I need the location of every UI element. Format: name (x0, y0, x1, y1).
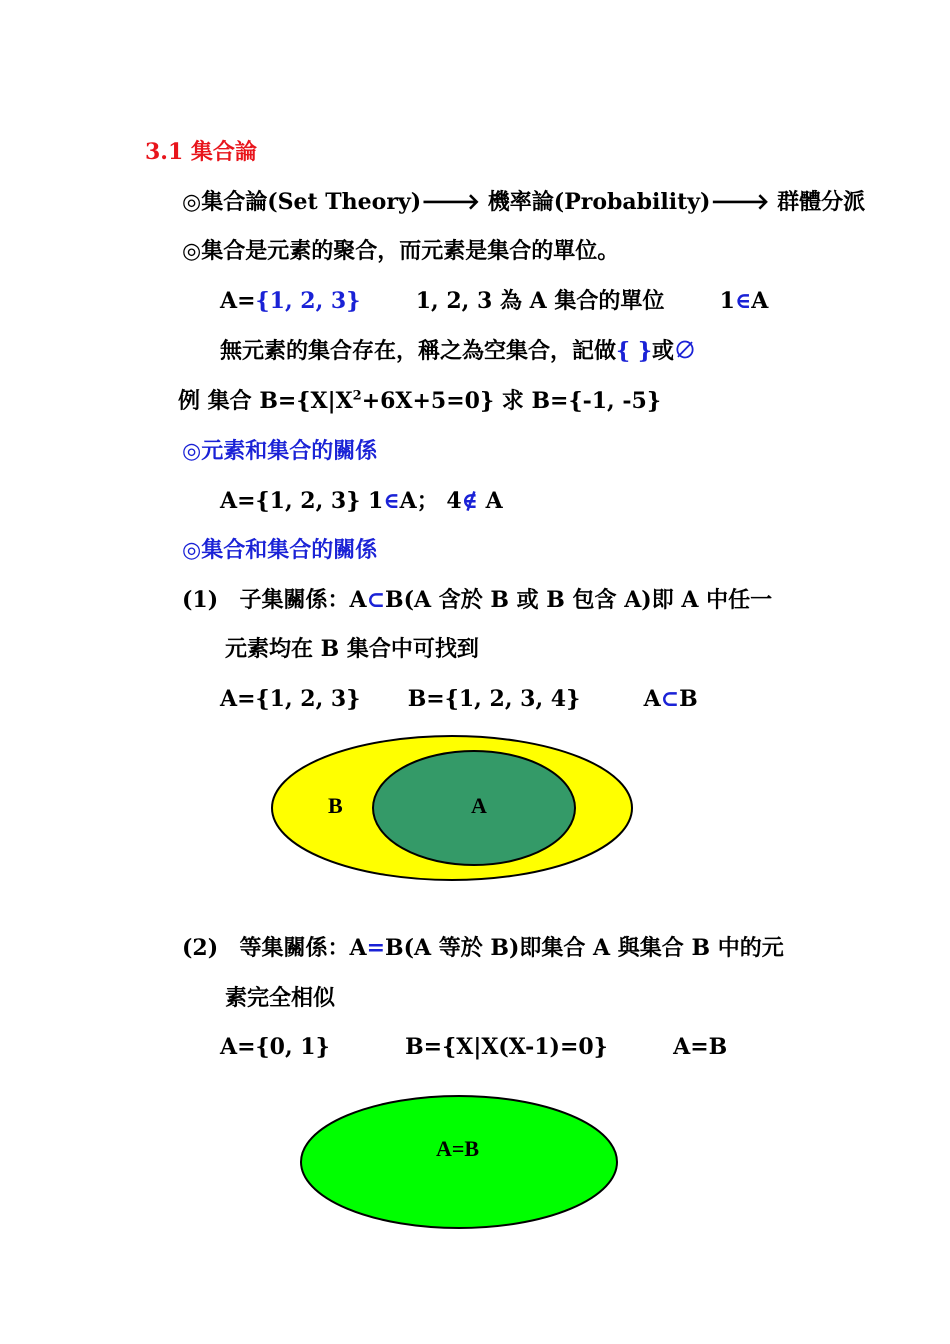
elem-one: 1 (719, 288, 735, 314)
elem-mid: A； 4 (399, 488, 462, 514)
equal-symbol: = (366, 935, 385, 961)
venn-equal-label: A=B (436, 1136, 480, 1162)
venn-inner-label: A (471, 793, 487, 819)
equal-num: (2) (182, 935, 219, 961)
example-rest: +6X+5=0} 求 B={-1, -5} (361, 388, 661, 414)
empty-set-text: 無元素的集合存在，稱之為空集合，記做 (220, 338, 617, 364)
subset-rel-b: B (679, 686, 698, 712)
bullet-definition: ◎集合是元素的聚合，而元素是集合的單位。 (182, 238, 620, 264)
subset-rel-a: A (643, 686, 661, 712)
elem-set: A={1, 2, 3} 1 (220, 488, 384, 514)
heading-element-set: ◎元素和集合的關係 (182, 438, 378, 464)
venn-equal (301, 1096, 617, 1228)
subset-label: 子集關係：A (239, 587, 367, 613)
set-a-unit-text: 1, 2, 3 為 A 集合的單位 (415, 288, 665, 314)
empty-braces: { } (616, 338, 652, 364)
subset-num: (1) (182, 587, 219, 613)
equal-example-line (220, 1032, 727, 1062)
subset-ex-b: B={1, 2, 3, 4} (407, 686, 581, 712)
subset-ex-a: A={1, 2, 3} (220, 686, 361, 712)
venn-subset (272, 736, 632, 880)
empty-or: 或 (651, 338, 674, 364)
bullet-set-theory: ◎集合論(Set Theory)🡒 機率論(Probability)🡒 群體分派 (182, 189, 866, 215)
notin-symbol: ∉ (461, 488, 478, 514)
equal-ex-b: B={X|X(X-1)=0} (405, 1034, 608, 1060)
element-of-symbol: ∈ (734, 288, 752, 314)
venn-outer-label: B (328, 793, 343, 819)
equal-line1 (182, 933, 784, 963)
equal-text: B(A 等於 B)即集合 A 與集合 B 中的元 (385, 935, 784, 961)
venn-equal-ellipse (301, 1096, 617, 1228)
empty-set-symbol: ∅ (674, 338, 697, 364)
elem-end: A (477, 488, 503, 514)
section-title: 3.1 集合論 (145, 139, 257, 165)
equal-ex-a: A={0, 1} (220, 1034, 330, 1060)
equal-line2: 素完全相似 (225, 985, 336, 1011)
in-symbol: ∈ (383, 488, 400, 514)
equal-ex-rel: A=B (673, 1034, 728, 1060)
subset-line2: 元素均在 B 集合中可找到 (225, 636, 479, 662)
heading-set-set: ◎集合和集合的關係 (182, 537, 378, 563)
example-sup: 2 (352, 388, 362, 404)
subset-symbol: ⊂ (366, 587, 385, 613)
example-prefix: 例 集合 B={X|X (178, 388, 353, 414)
elem-target: A (751, 288, 769, 314)
equal-label: 等集關係：A (239, 935, 367, 961)
set-a-prefix: A= (220, 288, 256, 314)
subset-rel-symbol: ⊂ (660, 686, 680, 712)
set-a-braces: {1, 2, 3} (255, 288, 361, 314)
subset-text: B(A 含於 B 或 B 包含 A)即 A 中任一 (385, 587, 773, 613)
